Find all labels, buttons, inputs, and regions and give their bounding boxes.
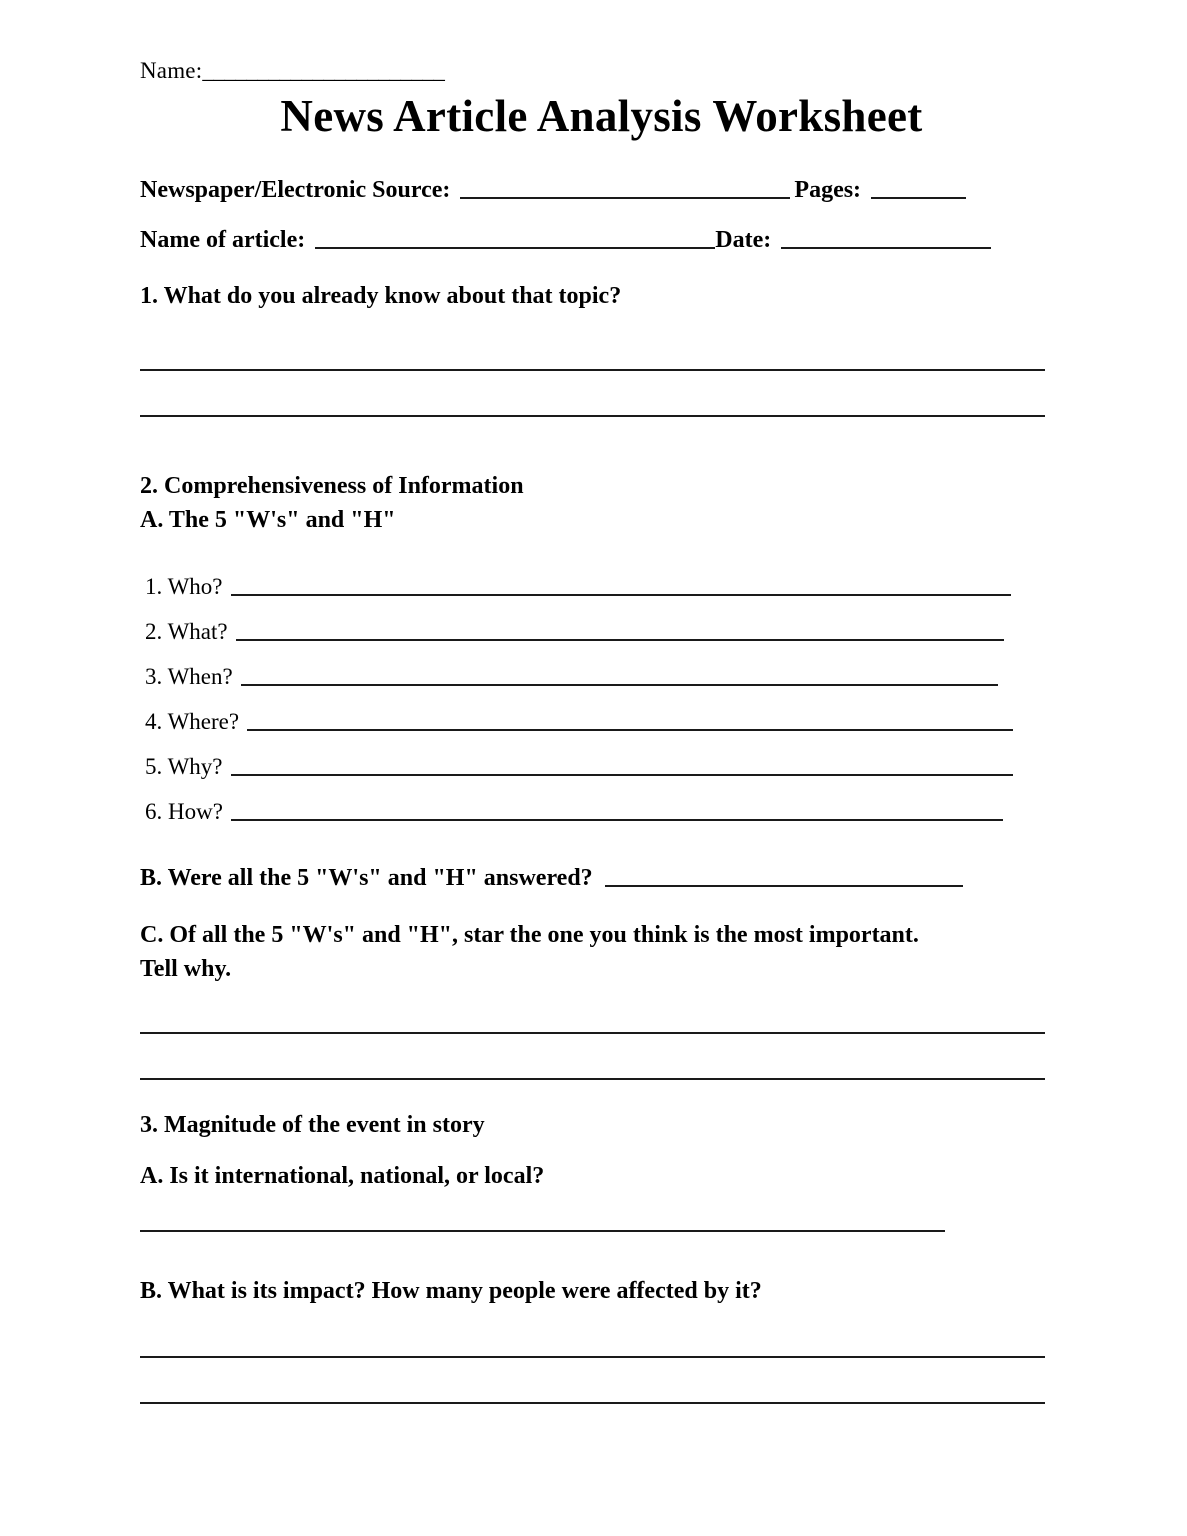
pages-field-label: Pages: [794,176,862,203]
w-item-why-blank[interactable] [231,774,1013,776]
name-field-blank[interactable]: ______________________ [202,58,445,83]
w-item-how-label: 6. How? [145,798,223,824]
source-field-blank[interactable] [460,197,790,199]
name-field-label: Name: [140,58,203,83]
question-1-heading: 1. What do you already know about that topic? [140,282,622,309]
w-item-when-blank[interactable] [241,684,998,686]
question-3-heading: 3. Magnitude of the event in story [140,1111,485,1138]
source-field-label: Newspaper/Electronic Source: [140,176,451,203]
question-3a-answer-line-1[interactable] [140,1230,945,1232]
w-item-where [145,709,1045,735]
w-item-when [145,664,1045,690]
w-item-where-label: 4. Where? [145,708,240,734]
worksheet-content [140,58,1045,1404]
question-3a-heading: A. Is it international, national, or local? [140,1163,545,1190]
w-item-who-label: 1. Who? [145,573,223,599]
question-2b-row [140,865,1045,892]
w-item-when-label: 3. When? [145,663,233,689]
page-title: News Article Analysis Worksheet [280,91,923,141]
question-1-answer-line-1[interactable] [140,369,1045,371]
question-2b-blank[interactable] [605,885,963,887]
w-item-what-blank[interactable] [236,639,1004,641]
name-field-row [140,58,1045,84]
date-field-label: Date: [715,226,772,253]
w-item-how [145,799,1045,825]
w-item-where-blank[interactable] [247,729,1013,731]
w-item-why-label: 5. Why? [145,753,223,779]
article-field-row [140,227,1045,254]
question-2a-heading: A. The 5 "W's" and "H" [140,506,396,533]
question-2c-heading-line-1: C. Of all the 5 "W's" and "H", star the one you think is the most important. [140,921,919,948]
source-field-row [140,177,1045,204]
question-2c-answer-line-1[interactable] [140,1032,1045,1034]
question-2c-answer-line-2[interactable] [140,1078,1045,1080]
question-2c-heading-line-2: Tell why. [140,955,232,982]
question-2-heading: 2. Comprehensiveness of Information [140,472,524,499]
w-item-who [145,574,1045,600]
w-item-why [145,754,1045,780]
question-3b-answer-line-1[interactable] [140,1356,1045,1358]
pages-field-blank[interactable] [871,197,966,199]
question-3b-answer-line-2[interactable] [140,1402,1045,1404]
w-item-how-blank[interactable] [231,819,1003,821]
w-item-what [145,619,1045,645]
article-field-label: Name of article: [140,226,306,253]
question-1-answer-line-2[interactable] [140,415,1045,417]
date-field-blank[interactable] [781,247,991,249]
w-item-what-label: 2. What? [145,618,228,644]
question-2b-label: B. Were all the 5 "W's" and "H" answered? [140,864,593,891]
question-3b-heading: B. What is its impact? How many people were affected by it? [140,1278,762,1305]
w-item-who-blank[interactable] [231,594,1011,596]
article-field-blank[interactable] [315,247,715,249]
